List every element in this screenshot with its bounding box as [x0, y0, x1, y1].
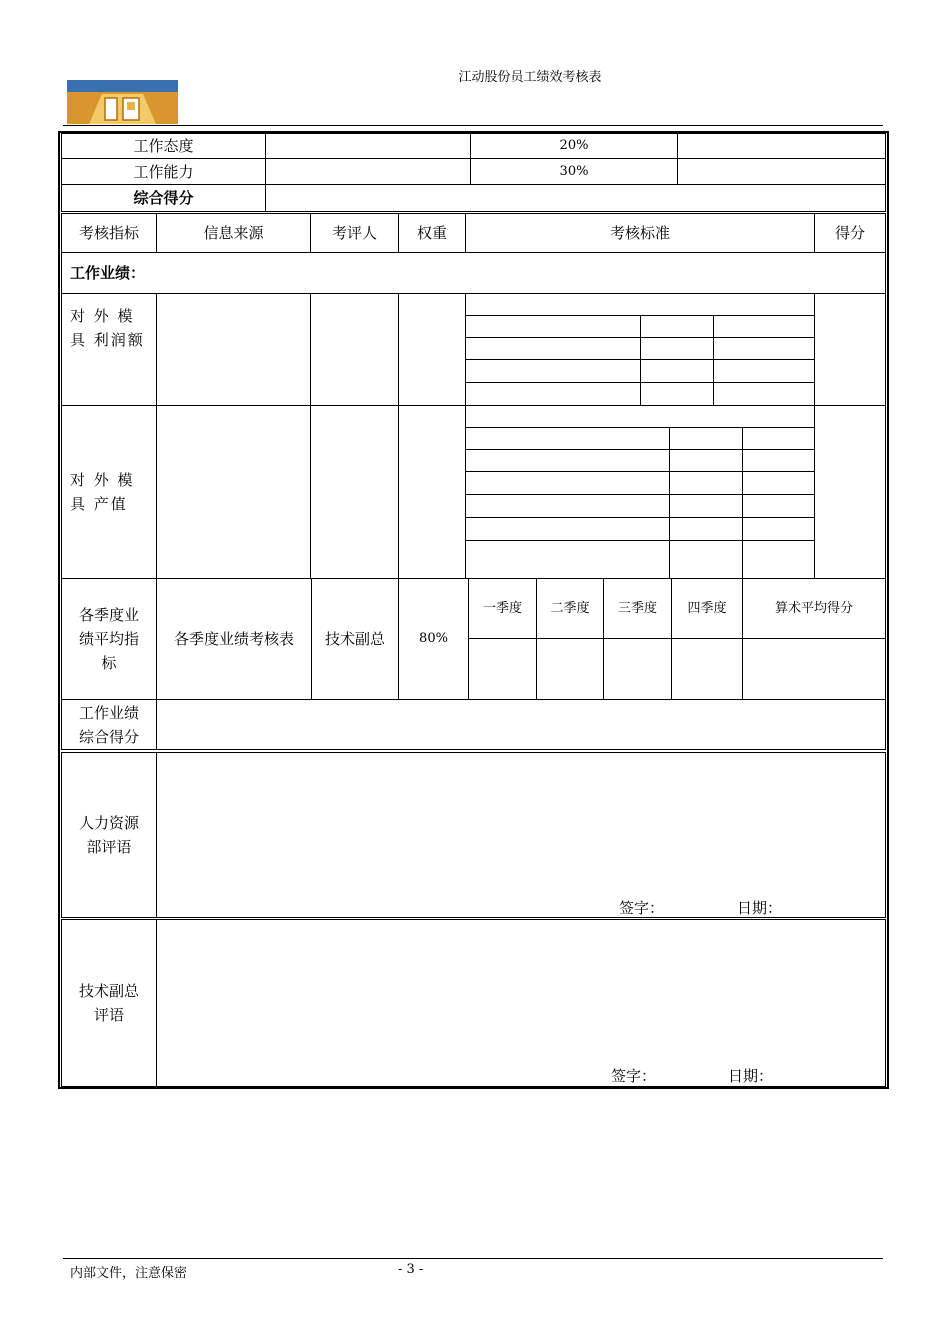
indicator-output: 对 外 模 具 产值 [61, 405, 157, 579]
profit-standard-cell [640, 337, 714, 360]
output-source [156, 405, 311, 579]
row-attitude-score [677, 133, 886, 159]
output-standard-cell [465, 427, 670, 450]
row-ability-weight: 30% [470, 158, 678, 185]
quarter-1-value [468, 638, 537, 700]
quarter-3-header: 三季度 [603, 578, 672, 639]
document-title: 江动股份员工绩效考核表 [458, 70, 602, 85]
quarter-average-value [742, 638, 886, 700]
output-standard-cell [669, 449, 743, 472]
total-score-label: 综合得分 [61, 184, 266, 212]
output-standard-cell [742, 517, 815, 541]
profit-standard-cell [640, 382, 714, 406]
col-header-standard: 考核标准 [465, 213, 815, 253]
hr-date-label: 日期： [737, 899, 783, 917]
output-standard-row [465, 405, 815, 428]
hr-signature-label: 签字： [619, 899, 665, 917]
profit-standard-cell [640, 359, 714, 383]
profit-standard-cell [713, 359, 815, 383]
output-standard-cell [742, 494, 815, 518]
row-attitude-label: 工作态度 [61, 133, 266, 159]
page-number: - 3 - [398, 1262, 424, 1277]
output-standard-cell [742, 540, 815, 579]
company-logo [67, 80, 178, 124]
performance-total-label: 工作业绩综合得分 [61, 699, 157, 750]
output-score [814, 405, 886, 579]
output-standard-cell [669, 517, 743, 541]
quarter-3-value [603, 638, 672, 700]
header-rule [63, 125, 883, 126]
section-performance-heading: 工作业绩： [61, 252, 886, 294]
profit-standard-row [465, 293, 815, 316]
quarter-2-value [536, 638, 604, 700]
col-header-score: 得分 [814, 213, 886, 253]
profit-standard-cell [465, 315, 641, 338]
col-header-weight: 权重 [398, 213, 466, 253]
profit-standard-cell [465, 359, 641, 383]
hr-comment-label: 人力资源部评语 [61, 752, 157, 918]
profit-standard-cell [465, 337, 641, 360]
output-standard-cell [465, 449, 670, 472]
quarter-4-header: 四季度 [671, 578, 743, 639]
output-standard-cell [742, 427, 815, 450]
output-standard-cell [465, 540, 670, 579]
profit-weight [398, 293, 466, 406]
row-attitude-weight: 20% [470, 133, 678, 159]
output-standard-cell [669, 494, 743, 518]
quarter-1-header: 一季度 [468, 578, 537, 639]
footer-confidential-note: 内部文件，注意保密 [70, 1266, 188, 1281]
row-ability-label: 工作能力 [61, 158, 266, 185]
indicator-quarterly: 各季度业绩平均指标 [61, 578, 157, 700]
row-ability-source [265, 158, 471, 185]
col-header-assessor: 考评人 [310, 213, 399, 253]
profit-standard-cell [713, 315, 815, 338]
vp-comment-label: 技术副总评语 [61, 919, 157, 1087]
quarter-2-header: 二季度 [536, 578, 604, 639]
quarterly-weight: 80% [398, 578, 469, 700]
hr-comment-area[interactable] [156, 752, 886, 918]
profit-standard-cell [713, 337, 815, 360]
output-assessor [310, 405, 399, 579]
profit-standard-cell [640, 315, 714, 338]
row-ability-score [677, 158, 886, 185]
profit-score [814, 293, 886, 406]
col-header-source: 信息来源 [156, 213, 311, 253]
quarterly-source: 各季度业绩考核表 [156, 578, 312, 700]
output-standard-cell [465, 517, 670, 541]
vp-date-label: 日期： [728, 1067, 774, 1085]
vp-comment-area[interactable] [156, 919, 886, 1087]
output-standard-cell [669, 471, 743, 495]
quarter-average-header: 算术平均得分 [742, 578, 886, 639]
output-standard-cell [669, 540, 743, 579]
row-attitude-source [265, 133, 471, 159]
profit-source [156, 293, 311, 406]
output-standard-cell [465, 494, 670, 518]
quarter-4-value [671, 638, 743, 700]
output-standard-cell [742, 471, 815, 495]
profit-standard-cell [713, 382, 815, 406]
indicator-profit: 对 外 模 具 利润额 [61, 293, 157, 406]
vp-signature-label: 签字： [611, 1067, 657, 1085]
profit-standard-cell [465, 382, 641, 406]
output-weight [398, 405, 466, 579]
output-standard-cell [742, 449, 815, 472]
quarterly-assessor: 技术副总 [311, 578, 399, 700]
output-standard-cell [669, 427, 743, 450]
total-score-value [265, 184, 886, 212]
footer-rule [63, 1258, 883, 1259]
performance-total-value [156, 699, 886, 750]
output-standard-cell [465, 471, 670, 495]
col-header-indicator: 考核指标 [61, 213, 157, 253]
profit-assessor [310, 293, 399, 406]
